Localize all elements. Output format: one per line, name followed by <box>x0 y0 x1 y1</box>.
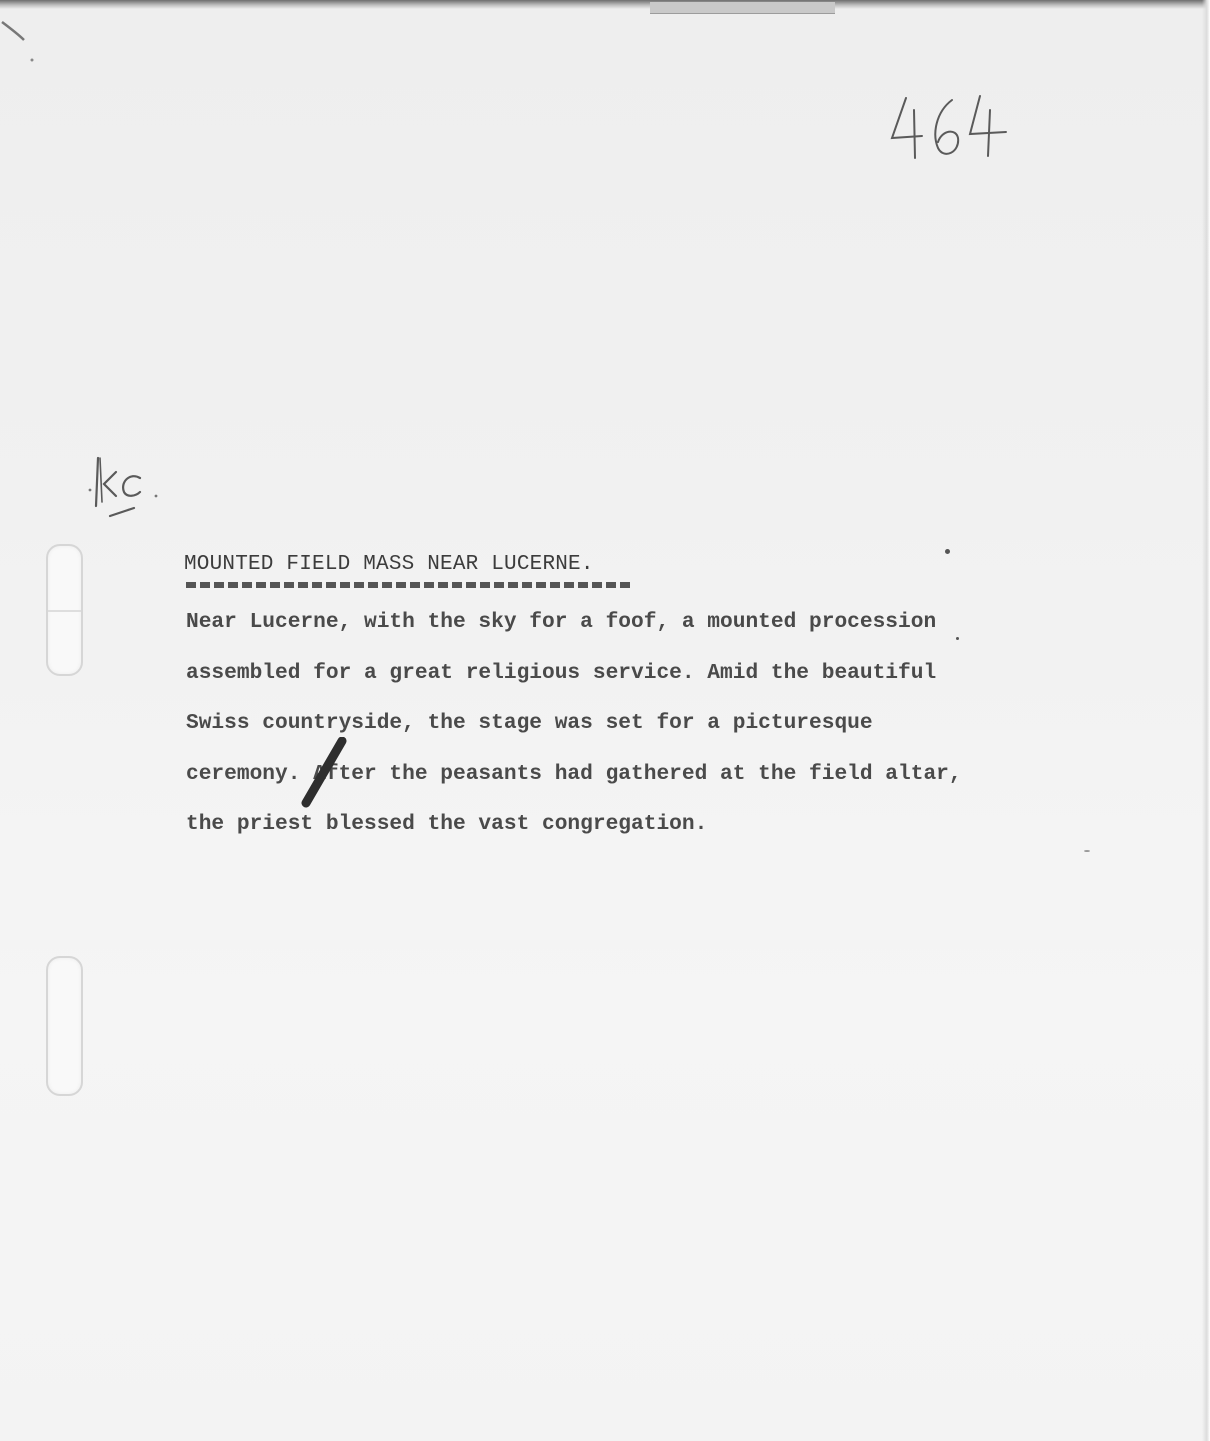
folder-tab-edge <box>650 2 835 14</box>
body-line: ceremony. After the peasants had gathered at the field altar, <box>186 761 962 786</box>
pencil-correction-slash <box>298 737 348 809</box>
body-line: the priest blessed the vast congregation. <box>186 812 708 836</box>
scan-right-edge <box>1202 0 1210 1441</box>
body-text <box>186 597 1116 850</box>
handwritten-initials <box>82 450 172 525</box>
title-dashed-underline <box>186 582 634 588</box>
handwritten-page-number <box>884 86 1014 166</box>
punch-hole-lower <box>46 956 83 1096</box>
punch-hole-upper <box>46 544 83 676</box>
corner-fold-mark <box>0 0 40 70</box>
ink-speck <box>1084 850 1090 852</box>
body-line: assembled for a great religious service. Amid the beautiful <box>186 660 937 685</box>
body-line: Near Lucerne, with the sky for a foof, a mounted procession <box>186 610 937 634</box>
body-line: Swiss countryside, the stage was set for a picturesque <box>186 711 873 735</box>
ink-speck <box>956 637 959 640</box>
scan-top-edge <box>0 0 1210 9</box>
ink-speck <box>945 549 950 554</box>
document-title: MOUNTED FIELD MASS NEAR LUCERNE. <box>184 553 594 576</box>
